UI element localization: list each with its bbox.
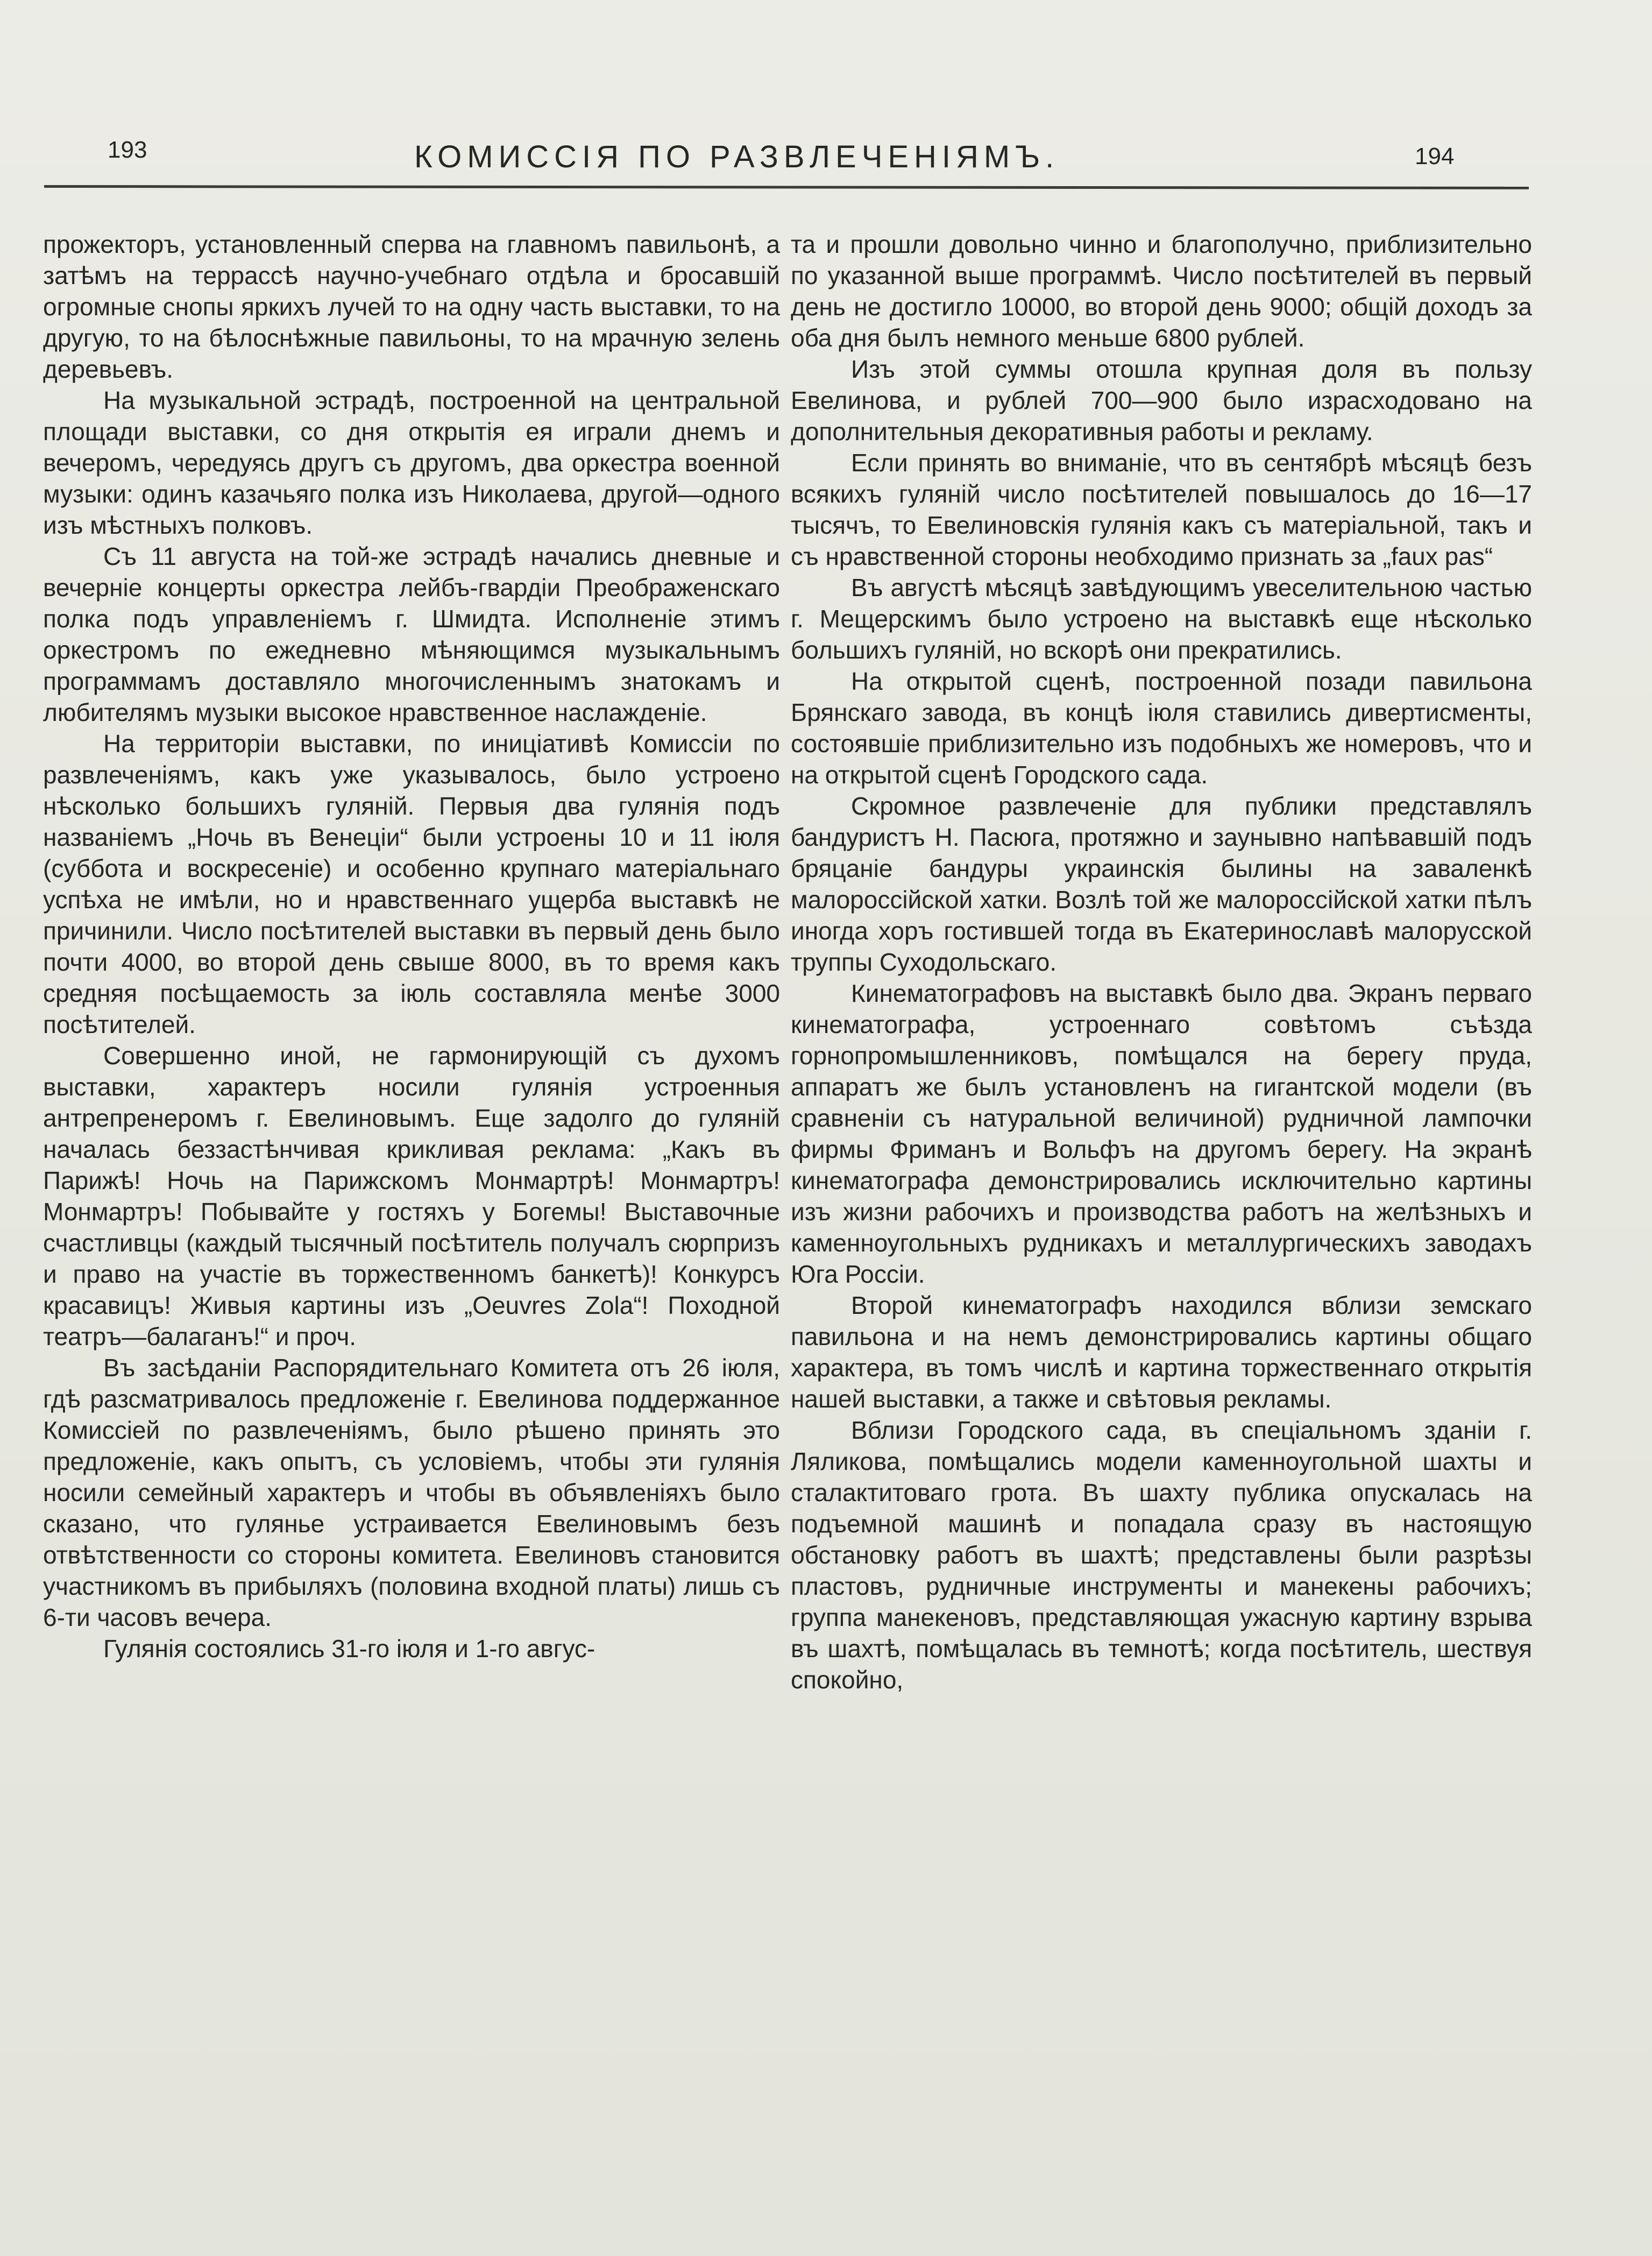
paragraph: Изъ этой суммы отошла крупная доля въ пользу Евелинова, и рублей 700—900 было израсходовано на дополнительныя декоративныя работы и рекламу. [791, 355, 1532, 445]
paragraph: та и прошли довольно чинно и благополучно, приблизительно по указанной выше программѣ. Число посѣтителей въ первый день не достигло 10000, во второй день 9000; общій доходъ за оба дня былъ немного меньше 6800 рублей. [791, 230, 1532, 352]
paragraph: Если принять во вниманіе, что въ сентябрѣ мѣсяцѣ безъ всякихъ гуляній число посѣтителей повышалось до 16—17 тысячъ, то Евелиновскія гулянія какъ съ матеріальной, такъ и съ нравственной стороны необходимо признать за „faux pas“ [791, 449, 1532, 570]
paragraph: Кинематографовъ на выставкѣ было два. Экранъ перваго кинематографа, устроеннаго совѣтомъ съѣзда горнопромышленниковъ, помѣщался на берегу пруда, аппаратъ же былъ установленъ на гигантской модели (въ сравненіи съ натуральной величиной) рудничной лампочки фирмы Фриманъ и Вольфъ на другомъ берегу. На экранѣ кинематографа демонстрировались исключительно картины изъ жизни рабочихъ и производства работъ на желѣзныхъ и каменноугольныхъ рудникахъ и металлургическихъ заводахъ Юга Россіи. [791, 979, 1532, 1288]
paragraph: Скромное развлеченіе для публики представлялъ бандуристъ Н. Пасюга, протяжно и заунывно напѣвавшій подъ бряцаніе бандуры украинскія былины на заваленкѣ малороссійской хатки. Возлѣ той же малороссійской хатки пѣлъ иногда хоръ гостившей тогда въ Екатеринославѣ малорусской труппы Суходольскаго. [791, 792, 1532, 976]
paragraph: На территоріи выставки, по иниціативѣ Комиссіи по развлеченіямъ, какъ уже указывалось, было устроено нѣсколько большихъ гуляній. Первыя два гулянія подъ названіемъ „Ночь въ Венеціи“ были устроены 10 и 11 іюля (суббота и воскресеніе) и особенно крупнаго матеріальнаго успѣха не имѣли, но и нравственнаго ущерба выставкѣ не причинили. Число посѣтителей выставки въ первый день было почти 4000, во второй день свыше 8000, въ то время какъ средняя посѣщаемость за іюль составляла менѣе 3000 посѣтителей. [43, 730, 780, 1038]
paragraph: Гулянія состоялись 31-го іюля и 1-го авгус- [103, 1635, 595, 1663]
paragraph: Совершенно иной, не гармонирующій съ духомъ выставки, характеръ носили гулянія устроенныя антрепренеромъ г. Евелиновымъ. Еще задолго до гуляній началась беззастѣнчивая крикливая реклама: „Какъ въ Парижѣ! Ночь на Парижскомъ Монмартрѣ! Монмартръ! Монмартръ! Побывайте у гостяхъ у Богемы! Выставочные счастливцы (каждый тысячный посѣтитель получалъ сюрпризъ и право на участіе въ торжественномъ банкетѣ)! Конкурсъ красавицъ! Живыя картины изъ „Oeuvres Zola“! Походной театръ—балаганъ!“ и проч. [43, 1042, 780, 1350]
paragraph: Въ засѣданіи Распорядительнаго Комитета отъ 26 іюля, гдѣ разсматривалось предложеніе г. Евелинова поддержанное Комиссіей по развлеченіямъ, было рѣшено принять это предложеніе, какъ опытъ, съ условіемъ, чтобы эти гулянія носили семейный характеръ и чтобы въ объявленіяхъ было сказано, что гулянье устраивается Евелиновымъ безъ отвѣтственности со стороны комитета. Евелиновъ становится участникомъ въ прибыляхъ (половина входной платы) лишь съ 6-ти часовъ вечера. [43, 1354, 780, 1631]
paragraph: На открытой сценѣ, построенной позади павильона Брянскаго завода, въ концѣ іюля ставились дивертисменты, состоявшіе приблизительно изъ подобныхъ же номеровъ, что и на открытой сценѣ Городского сада. [791, 667, 1532, 789]
page-number-left: 193 [108, 137, 147, 163]
paragraph: Второй кинематографъ находился вблизи земскаго павильона и на немъ демонстрировались картины общаго характера, въ томъ числѣ и картина торжественнаго открытія нашей выставки, а также и свѣтовыя рекламы. [791, 1291, 1532, 1413]
paragraph: Вблизи Городского сада, въ спеціальномъ зданіи г. Ляликова, помѣщались модели каменноугольной шахты и сталактитоваго грота. Въ шахту публика опускалась на подъемной машинѣ и попадала сразу въ настоящую обстановку работъ въ шахтѣ; представлены были разрѣзы пластовъ, рудничные инструменты и манекены рабочихъ; группа манекеновъ, представляющая ужасную картину взрыва въ шахтѣ, помѣщалась въ темнотѣ; когда посѣтитель, шествуя спокойно, [791, 1416, 1532, 1694]
right-column [791, 229, 1532, 1695]
running-title: КОМИССІЯ ПО РАЗВЛЕЧЕНІЯМЪ. [414, 139, 1060, 174]
left-column [43, 229, 780, 1664]
page-header [43, 124, 1528, 188]
paragraph: Съ 11 августа на той-же эстрадѣ начались дневные и вечерніе концерты оркестра лейбъ-гвардіи Преображенскаго полка подъ управленіемъ г. Шмидта. Исполненіе этимъ оркестромъ по ежедневно мѣняющимся музыкальнымъ программамъ доставляло многочисленнымъ знатокамъ и любителямъ музыки высокое нравственное наслажденіе. [43, 542, 780, 726]
paragraph: прожекторъ, установленный сперва на главномъ павильонѣ, а затѣмъ на террассѣ научно-учебнаго отдѣла и бросавшій огромные снопы яркихъ лучей то на одну часть выставки, то на другую, то на бѣлоснѣжные павильоны, то на мрачную зелень деревьевъ. [43, 230, 780, 383]
paragraph: Въ августѣ мѣсяцѣ завѣдующимъ увеселительною частью г. Мещерскимъ было устроено на выставкѣ еще нѣсколько большихъ гуляній, но вскорѣ они прекратились. [791, 574, 1532, 664]
paragraph: На музыкальной эстрадѣ, построенной на центральной площади выставки, со дня открытія ея играли днемъ и вечеромъ, чередуясь другъ съ другомъ, два оркестра военной музыки: одинъ казачьяго полка изъ Николаева, другой—одного изъ мѣстныхъ полковъ. [43, 386, 780, 539]
page-number-right: 194 [1415, 143, 1455, 169]
